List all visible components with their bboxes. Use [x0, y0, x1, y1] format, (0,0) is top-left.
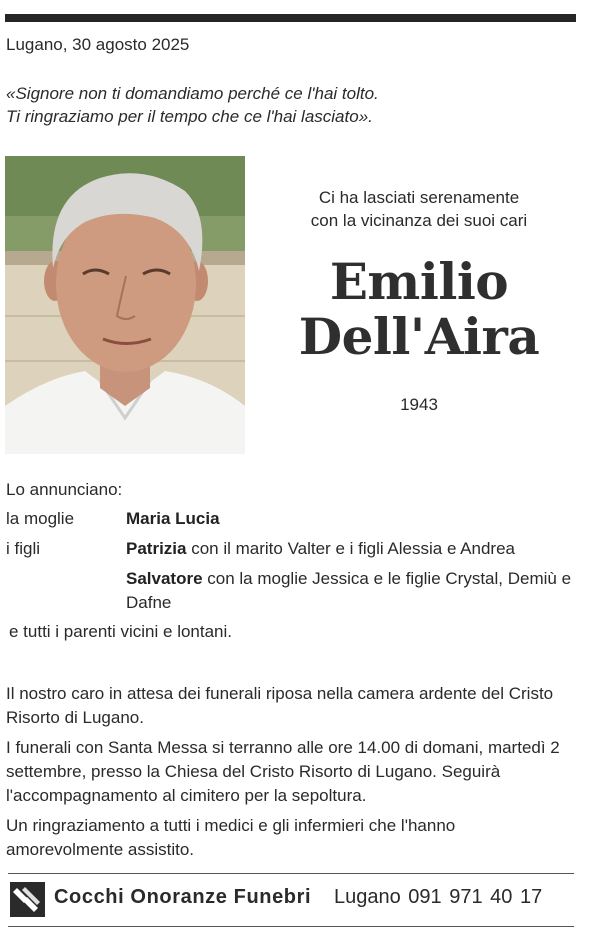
relative-name: Salvatore: [126, 569, 203, 588]
relative-names: [126, 537, 576, 561]
intro-line-2: con la vicinanza dei suoi cari: [310, 211, 528, 230]
company-name: Cocchi Onoranze Funebri: [54, 886, 312, 908]
quote-line-1: «Signore non ti domandiamo perché ce l'hai tolto.: [6, 84, 379, 103]
relative-detail: con la moglie Jessica e le figlie Crystal, Demiù e Dafne: [126, 569, 572, 612]
intro-text: [290, 186, 548, 232]
top-rule: [5, 14, 576, 22]
relative-names: [126, 567, 576, 615]
announcers-heading: Lo annunciano:: [6, 480, 123, 499]
first-name: Emilio: [329, 252, 509, 311]
memorial-quote: [6, 82, 566, 128]
quote-line-2: Ti ringraziamo per il tempo che ce l'hai lasciato».: [6, 107, 373, 126]
thanks-note: Un ringraziamento a tutti i medici e gli infermieri che l'hanno amorevolmente assistito.: [6, 816, 456, 859]
funeral-info: I funerali con Santa Messa si terranno alle ore 14.00 di domani, martedì 2 settembre, presso la Chiesa del Cristo Risorto di Lugano. Seguirà l'accompagnamento al cimitero per la sepoltura.: [6, 738, 560, 805]
birth-year: 1943: [400, 395, 438, 414]
relation-label: la moglie: [6, 509, 75, 528]
portrait-illustration: [5, 156, 245, 454]
funeral-home-logo-icon: [10, 882, 45, 917]
deceased-name: [290, 254, 548, 364]
deceased-portrait: [5, 156, 245, 454]
wake-info: Il nostro caro in attesa dei funerali riposa nella camera ardente del Cristo Risorto di Lugano.: [6, 684, 554, 727]
intro-line-1: Ci ha lasciati serenamente: [318, 188, 520, 207]
footer-rule-top: [8, 873, 574, 874]
relation-label: i figli: [6, 539, 41, 558]
last-name: Dell'Aira: [298, 307, 540, 366]
other-relatives: e tutti i parenti vicini e lontani.: [9, 622, 233, 641]
footer-rule-bottom: [8, 926, 574, 927]
place-date: Lugano, 30 agosto 2025: [6, 35, 190, 54]
relative-name: Patrizia: [126, 539, 187, 558]
relative-names: [126, 507, 576, 531]
relative-name: Maria Lucia: [126, 509, 220, 528]
relative-detail: con il marito Valter e i figli Alessia e Andrea: [186, 539, 515, 558]
company-contact: Lugano 091 971 40 17: [334, 886, 543, 908]
